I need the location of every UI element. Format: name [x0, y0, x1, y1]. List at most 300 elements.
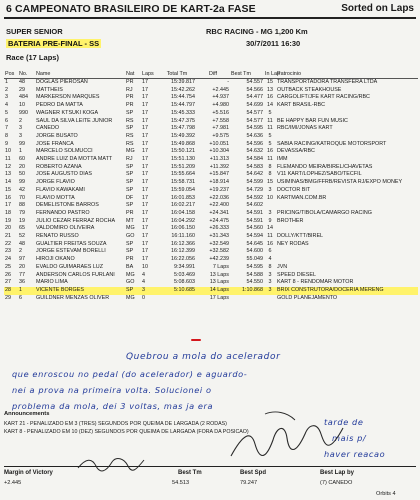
table-cell: 54.636: [246, 132, 263, 139]
table-cell: 54.729: [246, 186, 263, 193]
best-tm-value: 54.513: [172, 480, 190, 486]
table-cell: 17: [142, 256, 148, 263]
table-cell: 54.591: [246, 217, 263, 224]
table-cell: EVALDO GUIMARAES LUZ: [36, 263, 103, 270]
margin-label: Margin of Victory: [4, 470, 53, 476]
table-cell: 48: [19, 79, 25, 85]
table-cell: +22.036: [209, 194, 229, 201]
table-cell: 6: [5, 117, 8, 124]
table-cell: 99: [19, 140, 25, 147]
table-cell: MARCELO SOLMUCCI: [36, 148, 93, 155]
table-cell: KART 8 - RENDOMAR MOTOR: [277, 279, 354, 286]
table-row: [4, 233, 418, 241]
table-cell: RS: [126, 117, 134, 124]
table-cell: BE HAPPY BAR FUN MUSIC: [277, 117, 348, 124]
table-cell: PR: [126, 102, 134, 109]
table-cell: GO: [126, 233, 135, 240]
table-cell: 50: [19, 171, 25, 178]
table-cell: [276, 110, 418, 118]
table-row: [4, 148, 418, 156]
table-cell: +18.914: [209, 179, 229, 186]
table-cell: GO: [126, 279, 135, 286]
table-cell: 14: [267, 102, 273, 109]
table-cell: ANDRE LUIZ DA MOTTA MATT: [36, 156, 113, 163]
table-cell: [276, 133, 418, 141]
table-cell: 29: [19, 86, 25, 93]
table-cell: DEMELISTONE BARROS: [36, 202, 99, 209]
table-cell: 1:10.868: [230, 287, 264, 295]
table-cell: NEY RODAS: [277, 240, 309, 247]
table-row: [4, 79, 418, 87]
table-cell: +11.392: [209, 163, 229, 170]
table-cell: RBC/IMI/JONAS KART: [277, 125, 333, 132]
table-cell: 11: [267, 233, 273, 240]
table-cell: DOGLAS PIEROSAN: [36, 79, 88, 85]
table-cell: 990: [19, 109, 28, 116]
table-cell: 4: [142, 271, 145, 278]
table-cell: 16: [267, 240, 273, 247]
table-cell: 29: [5, 294, 11, 301]
table-cell: SP: [126, 109, 134, 116]
table-cell: 54.583: [246, 163, 263, 170]
table-cell: 15:59.054: [171, 186, 195, 193]
table-cell: CANEDO: [36, 125, 60, 132]
table-cell: SP: [125, 287, 141, 295]
table-cell: 11: [267, 125, 273, 132]
table-cell: MARKERSON MARQUES: [36, 94, 100, 101]
table-cell: 19: [19, 217, 25, 224]
table-cell: GUILDNER MENZAS OLIVER: [36, 294, 110, 301]
table-cell: USIMINAS/BMG/FFRB/REVISTA RJ/EXPO MONEY: [277, 179, 403, 186]
table-cell: +32.549: [209, 240, 229, 247]
table-cell: PR: [126, 256, 134, 263]
table-cell: 54.632: [246, 148, 263, 155]
table-cell: 19: [5, 217, 11, 224]
table-cell: 16:06.150: [171, 225, 195, 232]
table-cell: 54.588: [246, 271, 263, 278]
sort-label: Sorted on Laps: [341, 3, 414, 14]
table-cell: JORGE BUSATO: [36, 132, 78, 139]
table-cell: PR: [126, 79, 134, 85]
date-label: 30/7/2011 16:30: [246, 39, 301, 48]
table-cell: 14 Laps: [196, 287, 230, 295]
table-cell: 4: [5, 102, 8, 109]
table-cell: GUALTIER FREITAS SOUZA: [36, 240, 107, 247]
table-cell: 2: [5, 86, 8, 93]
table-row: [4, 110, 418, 118]
table-cell: 15: [267, 179, 273, 186]
table-cell: 21: [5, 233, 11, 240]
table-cell: 5:03.469: [174, 271, 195, 278]
table-cell: [264, 202, 276, 210]
table-cell: +42.239: [209, 256, 229, 263]
table-cell: 17: [142, 148, 148, 155]
announcement-line: KART 8 - PENALIZADO EM 10 (DEZ) SEGUNDOS POR QUEIMA DE LARGADA (FORA DA POSICAO): [4, 429, 249, 435]
table-row: [4, 164, 418, 172]
table-header: [4, 69, 418, 79]
table-cell: 15:51.130: [171, 156, 195, 163]
table-cell: 16: [5, 194, 11, 201]
table-cell: 4: [268, 256, 272, 263]
table-cell: JOSE AUGUSTO DIAS: [36, 171, 92, 178]
table-cell: KARTMAN.COM.BR: [277, 194, 327, 201]
table-cell: +10.304: [209, 148, 229, 155]
table-cell: 3: [5, 94, 8, 101]
table-cell: 14: [267, 225, 273, 232]
table-cell: +11.313: [209, 156, 229, 163]
table-row: [4, 87, 418, 95]
table-cell: 1: [19, 148, 22, 155]
table-cell: SP: [126, 248, 134, 255]
table-cell: +32.582: [209, 248, 229, 255]
table-cell: 16: [267, 94, 273, 101]
table-cell: 13: [5, 171, 11, 178]
margin-value: +2.445: [4, 480, 22, 486]
table-cell: 54.596: [246, 140, 263, 147]
table-row: [4, 102, 418, 110]
table-row: [4, 141, 418, 149]
table-cell: 52: [19, 233, 25, 240]
handwritten-line: haver reacao: [324, 449, 386, 459]
table-cell: +7.981: [212, 125, 229, 132]
table-cell: 22: [5, 240, 11, 247]
table-cell: 8: [5, 132, 8, 139]
table-cell: 54.591: [246, 209, 263, 216]
red-underline-mark: [191, 339, 201, 341]
table-cell: 20: [5, 225, 11, 232]
table-cell: +2.445: [212, 86, 229, 93]
session-label: BATERIA PRE-FINAL - SS: [8, 39, 100, 48]
table-row: [4, 133, 418, 141]
table-cell: 2: [19, 117, 22, 124]
table-cell: 1: [5, 79, 8, 85]
table-row: [4, 156, 418, 164]
table-cell: 16:04.292: [171, 217, 195, 224]
table-cell: 27: [5, 279, 11, 286]
col-header: Patrocinio: [276, 69, 418, 79]
table-row: [4, 264, 418, 272]
table-cell: 20: [19, 163, 25, 170]
col-header: In Lap: [265, 70, 280, 77]
table-cell: 17: [142, 156, 148, 163]
table-cell: 3: [19, 132, 22, 139]
table-cell: 54.594: [246, 233, 263, 240]
table-cell: 16: [267, 148, 273, 155]
table-cell: 17 Laps: [209, 294, 229, 301]
table-cell: [276, 248, 418, 256]
table-cell: +19.237: [209, 186, 229, 193]
table-cell: SP: [126, 186, 134, 193]
table-cell: +24.341: [209, 209, 229, 216]
table-cell: 55.049: [246, 256, 263, 263]
signature-scribble: [76, 454, 146, 474]
table-cell: 17: [142, 125, 148, 132]
table-cell: 4: [142, 279, 145, 286]
table-cell: 484: [19, 94, 28, 101]
table-row: [4, 171, 418, 179]
table-cell: 60: [19, 156, 25, 163]
table-cell: PEDRO DA MATTA: [36, 102, 83, 109]
table-cell: 16:04.158: [171, 209, 195, 216]
table-cell: 77: [19, 271, 25, 278]
table-cell: 88: [19, 202, 25, 209]
table-cell: 17: [142, 79, 148, 85]
table-cell: 54.645: [246, 240, 263, 247]
table-cell: 54.600: [246, 248, 263, 255]
table-cell: SAUL DA SILVA LEITE JUNIOR: [36, 117, 113, 124]
table-row: [4, 202, 418, 210]
table-cell: 14: [5, 179, 11, 186]
handwritten-line: tarde de: [324, 417, 364, 427]
table-cell: 17: [142, 171, 148, 178]
table-cell: 54.577: [246, 109, 263, 116]
header-rule: [4, 17, 416, 19]
table-cell: 15:47.375: [171, 117, 195, 124]
table-cell: 15: [267, 79, 273, 85]
table-cell: 3: [268, 209, 272, 216]
table-cell: 5: [268, 140, 272, 147]
table-row: [4, 279, 418, 287]
table-cell: [276, 202, 418, 210]
category-label: SUPER SENIOR: [6, 27, 63, 36]
handwritten-line: problema da mola, dei 3 voltas, mas ja era: [12, 401, 214, 411]
table-row: [4, 241, 418, 249]
table-cell: SP: [126, 240, 134, 247]
table-cell: 15:49.392: [171, 132, 195, 139]
table-cell: RENATO RUSSO: [36, 233, 79, 240]
table-cell: 17: [142, 140, 148, 147]
table-cell: 5: [5, 109, 8, 116]
table-cell: 16:22.056: [171, 256, 195, 263]
table-cell: 15:47.798: [171, 125, 195, 132]
table-cell: SABIA RACING/KATROQUE MOTORSPORT: [277, 140, 387, 147]
col-header: Name: [35, 69, 125, 79]
table-cell: JORGE FLAVIO: [36, 179, 75, 186]
table-cell: 20: [19, 263, 25, 270]
table-cell: 2: [19, 248, 22, 255]
col-header: Best Tm: [230, 69, 264, 79]
table-cell: 17: [142, 202, 148, 209]
table-cell: 17: [142, 179, 148, 186]
handwritten-line: nei a prova na primeira volta. Solucionei o: [12, 385, 212, 395]
table-cell: ROBERTO AZANA: [36, 163, 82, 170]
table-cell: 8: [268, 163, 272, 170]
table-cell: FLAVIO KAWAKAMI: [36, 186, 85, 193]
table-cell: 17: [142, 109, 148, 116]
table-cell: 18: [5, 209, 11, 216]
table-cell: 54.577: [246, 117, 263, 124]
table-cell: CARGOLIFT/JFE KART RACING/RBC: [277, 94, 370, 101]
table-cell: +31.343: [209, 233, 229, 240]
table-cell: 13 Laps: [209, 271, 229, 278]
table-cell: 24: [5, 256, 11, 263]
table-cell: -: [227, 79, 229, 85]
table-cell: 3: [19, 125, 22, 132]
table-cell: 5:08.603: [174, 279, 195, 286]
table-cell: 10: [5, 148, 11, 155]
table-cell: IMM: [277, 156, 288, 163]
table-cell: 54.595: [246, 263, 263, 270]
table-cell: DEVASSA/RBC: [277, 148, 315, 155]
table-cell: 17: [142, 209, 148, 216]
table-cell: MG: [126, 271, 135, 278]
table-cell: 17: [142, 194, 148, 201]
best-spd-label: Best Spd: [240, 470, 267, 476]
track-label: RBC RACING - MG 1,200 Km: [206, 27, 308, 36]
table-cell: 13 Laps: [209, 279, 229, 286]
table-cell: [230, 295, 264, 303]
table-cell: +5.516: [212, 109, 229, 116]
table-cell: +9.575: [212, 132, 229, 139]
table-row: [4, 187, 418, 195]
table-cell: 70: [19, 194, 25, 201]
table-cell: 9: [268, 217, 272, 224]
table-cell: BA: [126, 263, 134, 270]
table-row: [4, 179, 418, 187]
table-cell: RS: [126, 140, 134, 147]
table-row: [4, 210, 418, 218]
table-cell: 15:58.731: [171, 179, 195, 186]
table-cell: 3: [141, 287, 158, 295]
table-cell: SP: [126, 171, 134, 178]
table-cell: 28: [4, 287, 18, 295]
results-table: [4, 69, 418, 302]
table-cell: 42: [19, 186, 25, 193]
table-cell: 17: [142, 86, 148, 93]
table-cell: RS: [126, 132, 134, 139]
table-cell: +4.937: [212, 94, 229, 101]
table-cell: 11: [267, 156, 273, 163]
table-cell: 15:42.262: [171, 86, 195, 93]
best-tm-label: Best Tm: [178, 470, 202, 476]
table-row: [4, 248, 418, 256]
table-cell: 15:45.333: [171, 109, 195, 116]
table-row: [4, 256, 418, 264]
table-cell: 17: [142, 248, 148, 255]
table-cell: 11: [5, 156, 11, 163]
handwritten-line: mais p/: [332, 433, 367, 443]
table-cell: FLAVIO MOTTA: [36, 194, 75, 201]
table-row: [4, 218, 418, 226]
col-header: Total Tm: [158, 69, 196, 79]
table-cell: [158, 295, 196, 303]
table-cell: KART BRASIL-RBC: [277, 102, 326, 109]
footer-rule: [4, 466, 416, 467]
table-cell: 16:02.217: [171, 202, 195, 209]
table-cell: 3: [268, 186, 272, 193]
best-lap-value: (7) CANEDO: [320, 480, 353, 486]
table-cell: +24.475: [209, 217, 229, 224]
table-cell: 3: [268, 271, 272, 278]
table-cell: 17: [142, 163, 148, 170]
table-cell: [276, 225, 418, 233]
race-label: Race (17 Laps): [6, 53, 59, 62]
col-header: Nat: [125, 69, 141, 79]
table-cell: MG: [126, 225, 135, 232]
table-cell: 10: [142, 263, 148, 270]
table-cell: SP: [126, 125, 134, 132]
table-cell: 54.595: [246, 125, 263, 132]
table-cell: 54.557: [246, 79, 263, 85]
table-row: [4, 272, 418, 280]
table-row: [4, 225, 418, 233]
table-cell: 6: [268, 248, 272, 255]
table-cell: MARIO LIMA: [36, 279, 68, 286]
table-cell: RJ: [126, 86, 133, 93]
table-cell: 17: [142, 117, 148, 124]
table-cell: JULIO CEZAR FERRAZ ROCHA: [36, 217, 116, 224]
table-cell: RJ: [126, 156, 133, 163]
table-cell: 9: [5, 140, 8, 147]
table-cell: VICENTE BORGES: [35, 287, 125, 295]
announcement-line: KART 21 - PENALIZADO EM 3 (TRES) SEGUNDOS POR QUEIMA DE LARGADA (2 RODAS): [4, 421, 227, 427]
table-cell: +15.847: [209, 171, 229, 178]
table-cell: 54.550: [246, 279, 263, 286]
table-cell: MG: [126, 148, 135, 155]
table-row: [4, 287, 418, 295]
table-cell: 15: [5, 186, 11, 193]
table-cell: BROTHER: [277, 217, 304, 224]
table-cell: 10: [267, 194, 273, 201]
table-cell: 54.699: [246, 102, 263, 109]
table-cell: 5:10.685: [158, 287, 196, 295]
table-cell: 1: [18, 287, 35, 295]
table-cell: WAGNER KTSUKI KOGA: [36, 109, 99, 116]
table-cell: 54.642: [246, 171, 263, 178]
table-cell: 15:44.754: [171, 94, 195, 101]
table-cell: HIROJI OKANO: [36, 256, 75, 263]
table-cell: DOCTOR BIT: [277, 186, 311, 193]
table-cell: 79: [19, 209, 25, 216]
table-cell: 54.599: [246, 179, 263, 186]
table-cell: 36: [19, 279, 25, 286]
table-cell: 54.584: [246, 156, 263, 163]
table-cell: 23: [5, 248, 11, 255]
table-cell: 99: [19, 179, 25, 186]
table-cell: 54.602: [246, 202, 263, 209]
table-cell: [276, 256, 418, 264]
table-cell: 8: [268, 263, 272, 270]
table-cell: 7 Laps: [212, 263, 229, 270]
table-cell: FLEMANDO MEIRA/BIREL/CHAVETAS: [277, 163, 373, 170]
col-header: Laps: [141, 69, 158, 79]
table-cell: MT: [126, 217, 134, 224]
table-cell: JORGE ESTEVAM BORELLI: [36, 248, 106, 255]
table-cell: MATTHEIS: [36, 86, 63, 93]
table-cell: 5: [268, 109, 272, 116]
table-cell: 15:39.817: [171, 79, 195, 85]
table-cell: +7.558: [212, 117, 229, 124]
table-cell: DF: [126, 194, 134, 201]
table-cell: 5: [268, 132, 272, 139]
table-cell: JVN: [277, 263, 288, 270]
table-cell: 12: [5, 163, 11, 170]
handwritten-line: que enroscou no pedal (do acelerador) e aguardo-: [12, 369, 248, 379]
best-lap-label: Best Lap by: [320, 470, 355, 476]
table-cell: 54.566: [246, 86, 263, 93]
table-cell: VALDOMIRO OLIVEIRA: [36, 225, 95, 232]
table-cell: 15:50.121: [171, 148, 195, 155]
table-row: [4, 195, 418, 203]
championship-title: 6 CAMPEONATO BRASILEIRO DE KART-2a FASE: [6, 3, 256, 15]
table-cell: PR: [126, 209, 134, 216]
table-cell: 17: [142, 94, 148, 101]
table-cell: 0: [142, 294, 145, 301]
table-cell: SP: [126, 202, 134, 209]
table-cell: 48: [19, 240, 25, 247]
table-cell: 17: [142, 240, 148, 247]
table-cell: PR: [126, 94, 134, 101]
